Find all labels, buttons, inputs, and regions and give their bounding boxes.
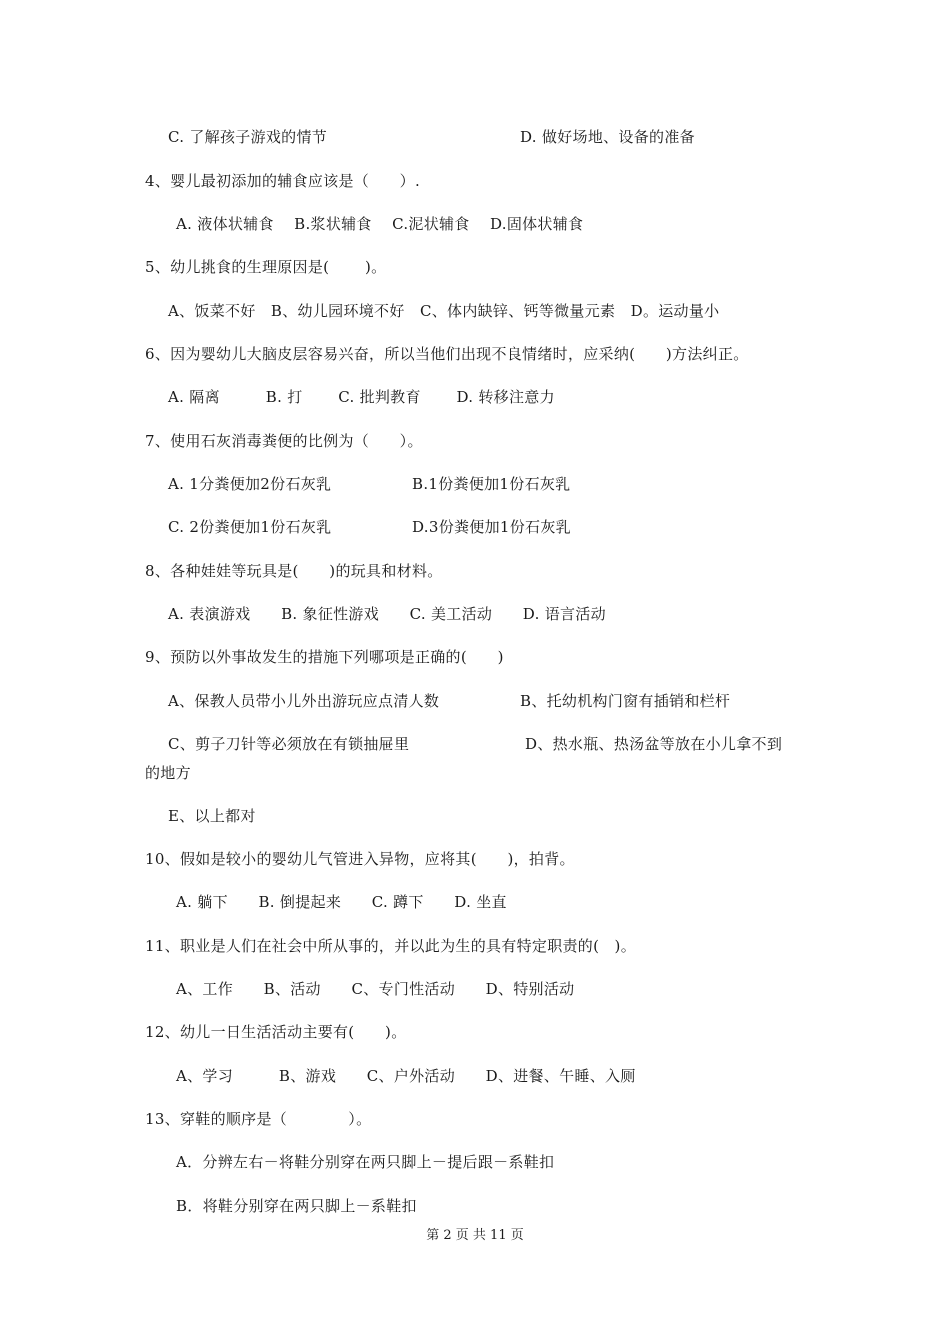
page-number: 第 2 页 共 11 页 — [426, 1228, 524, 1243]
q12-options: A、学习 B、游戏 C、户外活动 D、进餐、午睡、入厕 — [176, 1067, 636, 1085]
q9-option-d: D、热水瓶、热汤盆等放在小儿拿不到 — [525, 735, 783, 753]
q11-options: A、工作 B、活动 C、专门性活动 D、特别活动 — [176, 980, 575, 998]
question-4: 4、婴儿最初添加的辅食应该是（ ）. — [145, 172, 421, 190]
q9-option-d-cont: 的地方 — [145, 764, 191, 782]
q9-option-e: E、以上都对 — [168, 807, 256, 825]
question-9: 9、预防以外事故发生的措施下列哪项是正确的( ) — [145, 648, 504, 666]
q4-options: A. 液体状辅食 B.浆状辅食 C.泥状辅食 D.固体状辅食 — [176, 215, 584, 233]
q10-options: A. 躺下 B. 倒提起来 C. 蹲下 D. 坐直 — [176, 893, 507, 911]
q3-option-c: C. 了解孩子游戏的情节 — [168, 128, 328, 146]
q13-option-a: A．分辨左右－将鞋分别穿在两只脚上－提后跟－系鞋扣 — [176, 1153, 555, 1171]
question-7: 7、使用石灰消毒粪便的比例为（ ）。 — [145, 432, 423, 450]
question-5: 5、幼儿挑食的生理原因是( )。 — [145, 258, 387, 276]
q7-option-b: B.1份粪便加1份石灰乳 — [412, 475, 571, 493]
question-12: 12、幼儿一日生活活动主要有( )。 — [145, 1023, 407, 1041]
question-11: 11、职业是人们在社会中所从事的，并以此为生的具有特定职责的( )。 — [145, 937, 636, 955]
q6-options: A. 隔离 B. 打 C. 批判教育 D. 转移注意力 — [168, 388, 555, 406]
question-13: 13、穿鞋的顺序是（ ）。 — [145, 1110, 372, 1128]
q5-options: A、饭菜不好 B、幼儿园环境不好 C、体内缺锌、钙等微量元素 D。运动量小 — [168, 302, 720, 320]
q13-option-b: B．将鞋分别穿在两只脚上－系鞋扣 — [176, 1197, 417, 1215]
q9-option-a: A、保教人员带小儿外出游玩应点清人数 — [168, 692, 440, 710]
question-10: 10、假如是较小的婴幼儿气管进入异物，应将其( )，拍背。 — [145, 850, 575, 868]
q3-option-d: D. 做好场地、设备的准备 — [520, 128, 695, 146]
q9-option-c: C、剪子刀针等必须放在有锁抽屉里 — [168, 735, 410, 753]
q7-option-c: C. 2份粪便加1份石灰乳 — [168, 518, 332, 536]
question-8: 8、各种娃娃等玩具是( )的玩具和材料。 — [145, 562, 443, 580]
q9-option-b: B、托幼机构门窗有插销和栏杆 — [520, 692, 731, 710]
question-6: 6、因为婴幼儿大脑皮层容易兴奋，所以当他们出现不良情绪时，应采纳( )方法纠正。 — [145, 345, 749, 363]
q7-option-d: D.3份粪便加1份石灰乳 — [412, 518, 571, 536]
q8-options: A. 表演游戏 B. 象征性游戏 C. 美工活动 D. 语言活动 — [168, 605, 606, 623]
q7-option-a: A. 1分粪便加2份石灰乳 — [168, 475, 332, 493]
